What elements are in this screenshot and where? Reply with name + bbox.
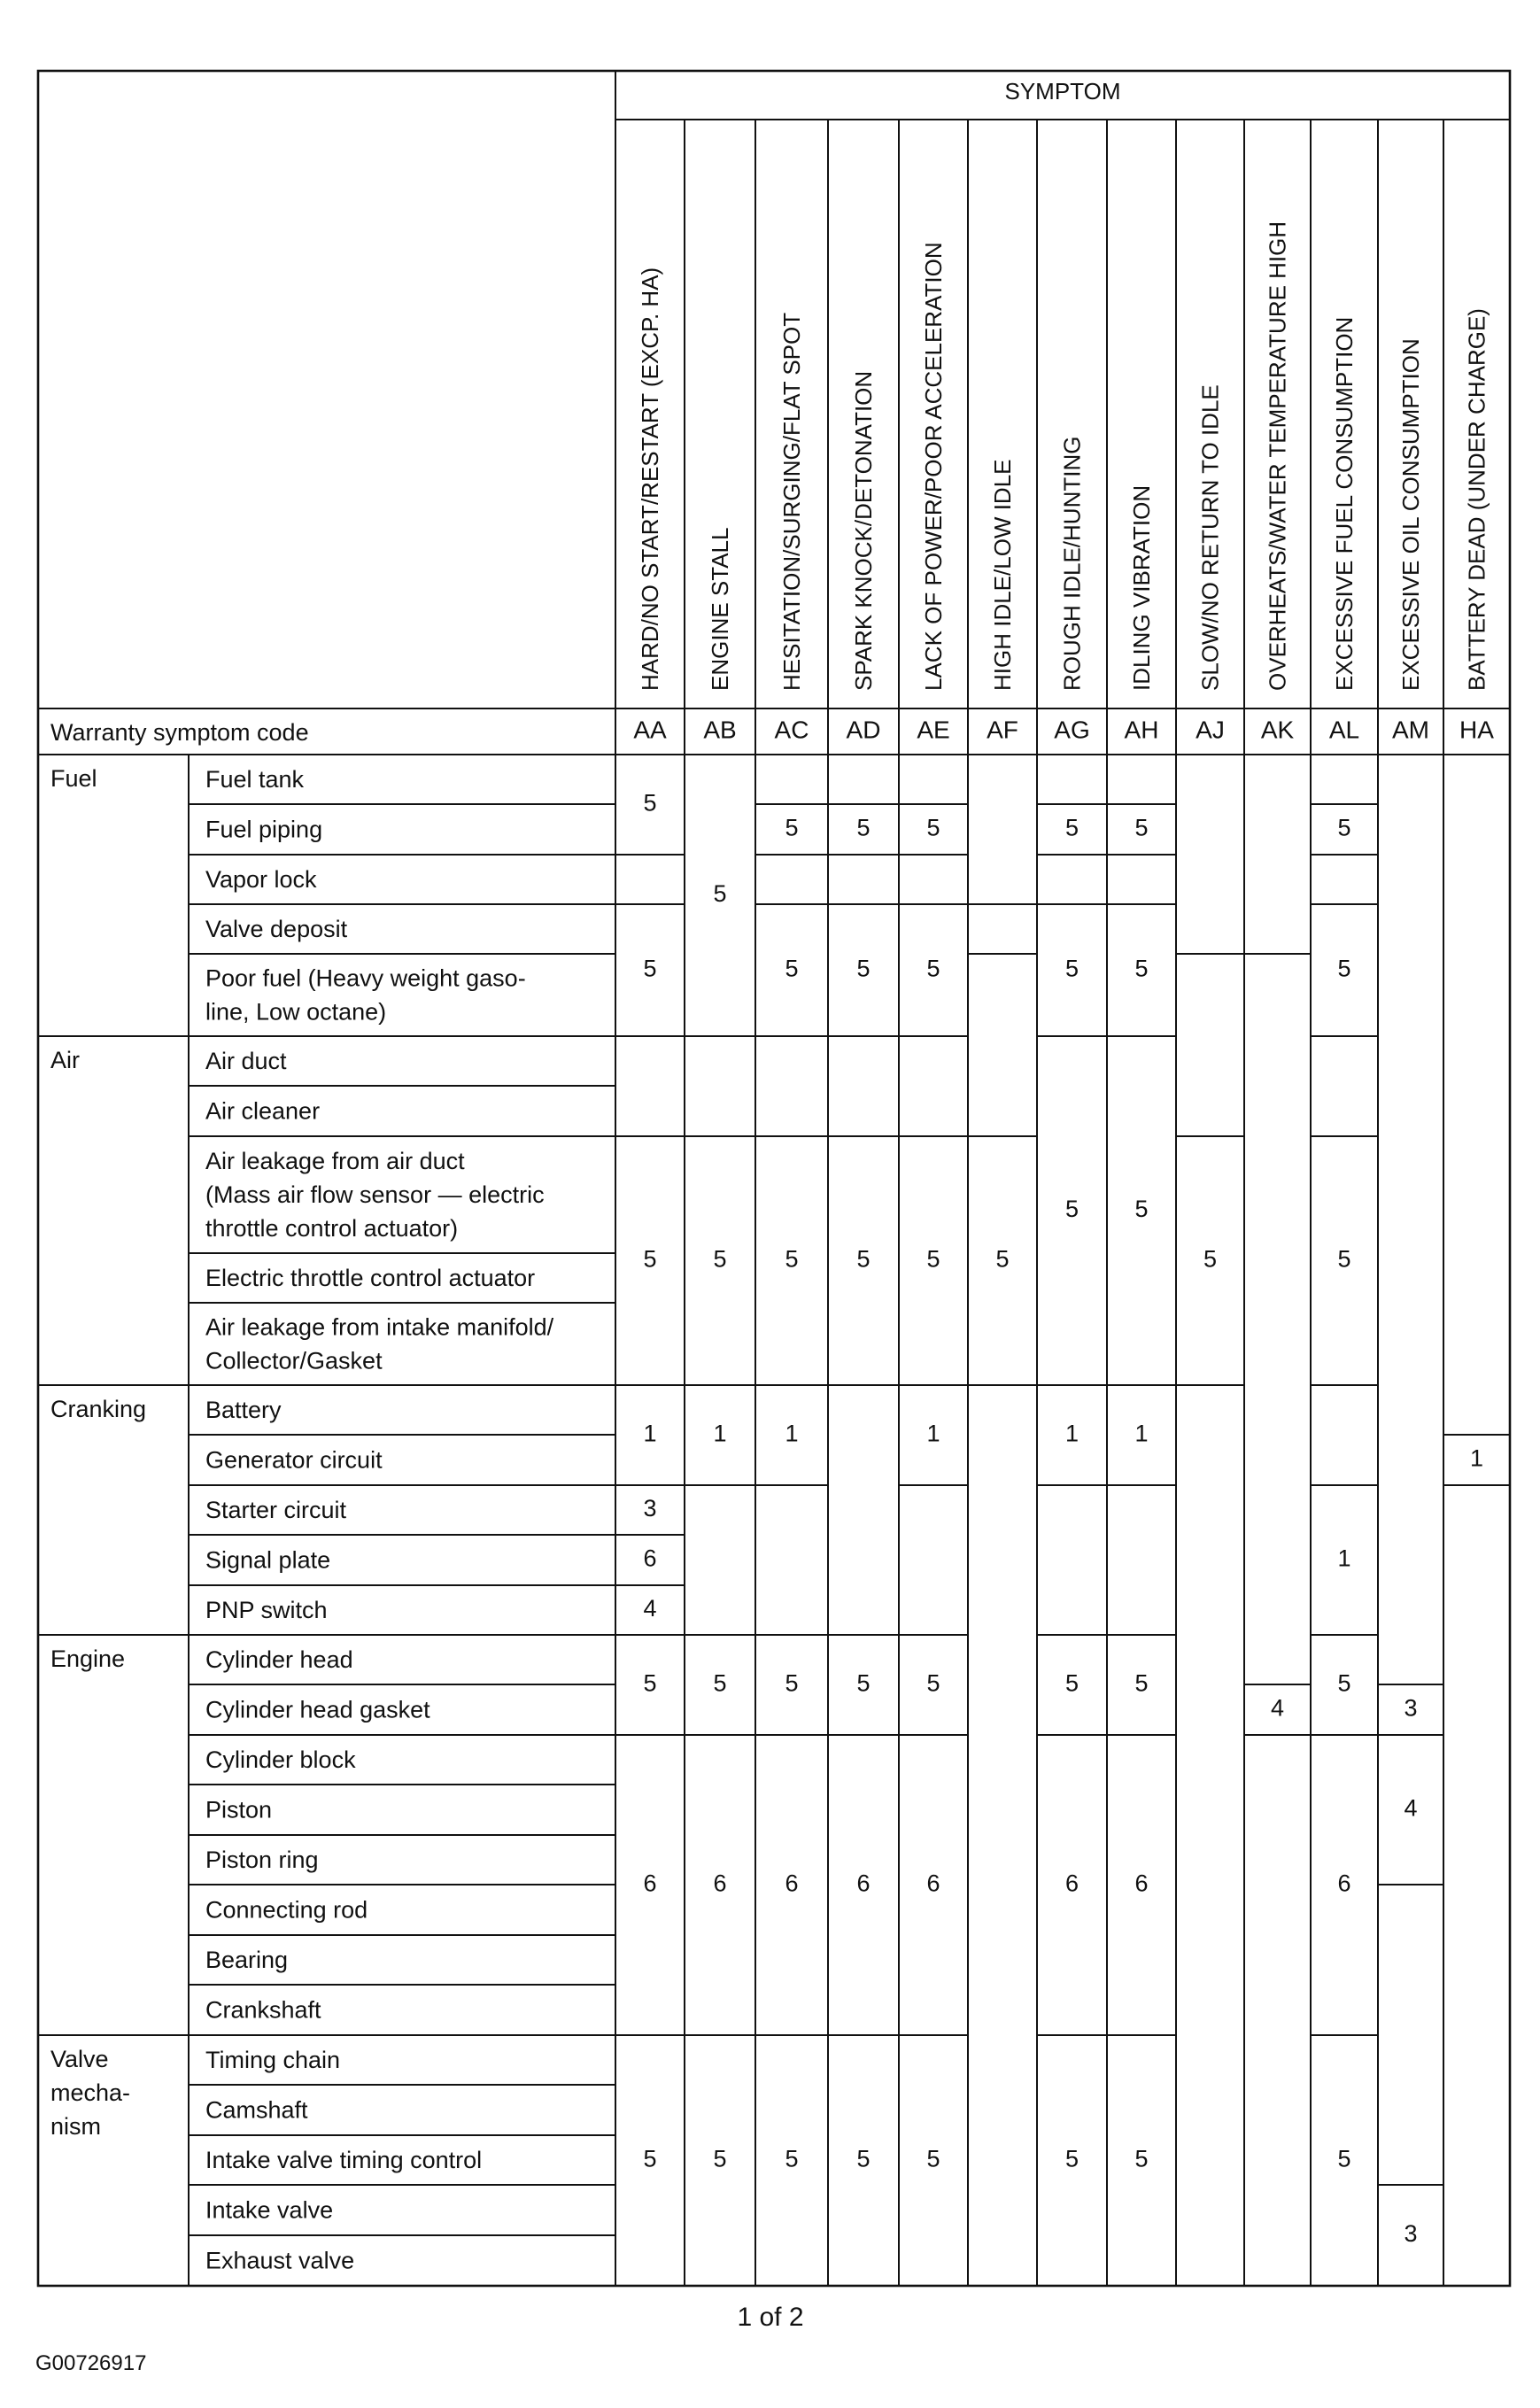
- row-label: Air duct: [205, 1048, 287, 1074]
- row-label: Piston: [205, 1796, 273, 1823]
- group-name: mecha-: [50, 2079, 131, 2106]
- matrix-value: 5: [926, 955, 940, 982]
- symptom-code: AF: [987, 716, 1018, 744]
- matrix-value: 5: [1337, 955, 1351, 982]
- row-label: Starter circuit: [205, 1497, 347, 1523]
- matrix-value: 5: [1134, 2145, 1149, 2172]
- matrix-value: 5: [926, 1245, 940, 1273]
- matrix-value: 5: [995, 1245, 1010, 1273]
- matrix-value: 5: [1134, 955, 1149, 982]
- row-label: Valve deposit: [205, 916, 348, 942]
- table-row-labels: [50, 765, 554, 2274]
- symptom-code: AL: [1328, 716, 1360, 744]
- symptom-title: SYMPTOM: [1004, 78, 1121, 105]
- row-label: Cylinder block: [205, 1746, 356, 1773]
- symptom-column-label: ROUGH IDLE/HUNTING: [1058, 436, 1086, 691]
- symptom-column-label: LACK OF POWER/POOR ACCELERATION: [920, 242, 947, 691]
- matrix-value: 4: [1404, 1794, 1418, 1822]
- symptom-column-label: EXCESSIVE FUEL CONSUMPTION: [1331, 316, 1358, 691]
- matrix-value: 5: [785, 2145, 799, 2172]
- symptom-column-label: OVERHEATS/WATER TEMPERATURE HIGH: [1264, 221, 1291, 691]
- symptom-code: AC: [774, 716, 809, 744]
- matrix-value: 5: [713, 880, 727, 908]
- matrix-value: 5: [1337, 1669, 1351, 1697]
- matrix-value: 5: [785, 1669, 799, 1697]
- matrix-value: 5: [926, 1669, 940, 1697]
- row-label: Cylinder head gasket: [205, 1696, 430, 1723]
- symptom-column-label: ENGINE STALL: [707, 527, 733, 691]
- row-label: Battery: [205, 1397, 282, 1423]
- matrix-value: 6: [1337, 1870, 1351, 1897]
- matrix-value: 1: [1469, 1444, 1484, 1472]
- row-label: Fuel piping: [205, 816, 323, 843]
- group-name: Valve: [50, 2046, 109, 2072]
- symptom-code: AB: [703, 716, 737, 744]
- matrix-value: 5: [1064, 1196, 1080, 1223]
- matrix-value: 1: [1064, 1420, 1080, 1447]
- matrix-value: 5: [785, 955, 799, 982]
- row-label: Electric throttle control actuator: [205, 1265, 536, 1291]
- matrix-value: 6: [713, 1870, 727, 1897]
- row-label: Air leakage from intake manifold/: [205, 1313, 554, 1341]
- symptom-code: AM: [1392, 716, 1429, 744]
- matrix-value: 3: [1404, 2220, 1418, 2248]
- matrix-value: 5: [1337, 2145, 1351, 2172]
- symptom-column-label: IDLING VIBRATION: [1128, 484, 1155, 691]
- warranty-symptom-code-label: Warranty symptom code: [50, 719, 309, 746]
- matrix-value: 5: [856, 814, 871, 841]
- row-label: Signal plate: [205, 1546, 331, 1574]
- group-name: nism: [50, 2113, 102, 2140]
- group-name: Cranking: [50, 1396, 147, 1422]
- matrix-value: 5: [926, 814, 940, 841]
- matrix-value: 5: [1064, 1669, 1080, 1697]
- matrix-value: 5: [643, 789, 657, 817]
- row-label: PNP switch: [205, 1597, 328, 1623]
- matrix-value: 6: [643, 1545, 657, 1572]
- symptom-column-label: HARD/NO START/RESTART (EXCP. HA): [637, 267, 663, 691]
- matrix-value: 6: [1134, 1870, 1149, 1897]
- row-label: Air cleaner: [205, 1097, 321, 1125]
- matrix-value: 5: [643, 1245, 657, 1273]
- page-number: 1 of 2: [737, 2303, 804, 2332]
- matrix-value: 6: [785, 1870, 799, 1897]
- row-label: Crankshaft: [205, 1996, 321, 2024]
- row-label: Cylinder head: [205, 1646, 353, 1673]
- matrix-value: 5: [856, 1245, 871, 1273]
- row-label: line, Low octane): [205, 998, 387, 1026]
- symptom-code: AH: [1124, 716, 1159, 744]
- row-label: Intake valve timing control: [205, 2147, 483, 2173]
- row-label: Generator circuit: [205, 1446, 383, 1474]
- row-label: Bearing: [205, 1947, 289, 1973]
- matrix-value: 5: [713, 1245, 727, 1273]
- table-header: [50, 78, 1494, 746]
- figure-id: G00726917: [35, 2351, 147, 2375]
- matrix-value: 5: [713, 2145, 727, 2172]
- row-label: Intake valve: [205, 2196, 334, 2224]
- matrix-value: 6: [643, 1870, 657, 1897]
- matrix-value: 5: [856, 1669, 871, 1697]
- matrix-value: 5: [1337, 814, 1351, 841]
- matrix-value: 1: [1337, 1545, 1351, 1572]
- matrix-value: 5: [643, 2145, 657, 2172]
- matrix-value: 5: [1064, 2145, 1080, 2172]
- matrix-value: 5: [713, 1669, 727, 1697]
- matrix-value: 3: [643, 1495, 657, 1522]
- matrix-value: 5: [926, 2145, 940, 2172]
- row-label: Timing chain: [205, 2047, 341, 2073]
- matrix-value: 1: [1134, 1420, 1149, 1447]
- matrix-value: 1: [713, 1420, 727, 1447]
- group-name: Engine: [50, 1645, 126, 1672]
- matrix-value: 5: [856, 2145, 871, 2172]
- matrix-value: 6: [856, 1870, 871, 1897]
- row-label: Fuel tank: [205, 766, 305, 793]
- matrix-value: 4: [1270, 1694, 1285, 1722]
- row-label: Poor fuel (Heavy weight gaso-: [205, 964, 526, 992]
- matrix-value: 6: [1064, 1870, 1080, 1897]
- group-name: Fuel: [50, 765, 97, 792]
- symptom-column-label: EXCESSIVE OIL CONSUMPTION: [1397, 338, 1424, 691]
- symptom-column-label: BATTERY DEAD (UNDER CHARGE): [1463, 308, 1490, 691]
- symptom-code: AA: [633, 716, 667, 744]
- matrix-value: 5: [856, 955, 871, 982]
- row-label: Collector/Gasket: [205, 1347, 383, 1374]
- matrix-value: 1: [785, 1420, 799, 1447]
- matrix-value: 5: [785, 814, 799, 841]
- symptom-column-label: HIGH IDLE/LOW IDLE: [989, 459, 1016, 691]
- symptom-column-label: SLOW/NO RETURN TO IDLE: [1196, 384, 1224, 691]
- matrix-value: 5: [785, 1245, 799, 1273]
- matrix-value: 5: [643, 955, 657, 982]
- matrix-value: 4: [643, 1595, 657, 1622]
- matrix-value: 1: [643, 1420, 657, 1447]
- matrix-value: 5: [1064, 814, 1080, 841]
- symptom-code: AD: [846, 716, 881, 744]
- matrix-value: 3: [1404, 1694, 1418, 1722]
- group-name: Air: [50, 1047, 80, 1073]
- matrix-value: 5: [1203, 1245, 1218, 1273]
- row-label: Connecting rod: [205, 1896, 368, 1924]
- row-label: throttle control actuator): [205, 1215, 459, 1242]
- symptom-column-label: HESITATION/SURGING/FLAT SPOT: [778, 312, 805, 691]
- row-label: Vapor lock: [205, 866, 317, 893]
- matrix-value: 5: [1134, 1669, 1149, 1697]
- matrix-value: 5: [1134, 814, 1149, 841]
- row-label: Piston ring: [205, 1847, 319, 1873]
- matrix-value: 5: [1134, 1196, 1149, 1223]
- symptom-code: AJ: [1196, 716, 1225, 744]
- symptom-code: AE: [917, 716, 950, 744]
- row-label: (Mass air flow sensor — electric: [205, 1181, 545, 1208]
- matrix-value: 6: [926, 1870, 940, 1897]
- matrix-value: 5: [1064, 955, 1080, 982]
- table-value-cells: [643, 790, 1483, 2248]
- symptom-code: AG: [1054, 716, 1090, 744]
- row-label: Camshaft: [205, 2096, 308, 2124]
- row-label: Exhaust valve: [205, 2247, 355, 2274]
- matrix-value: 1: [926, 1420, 940, 1447]
- symptom-code: HA: [1459, 716, 1494, 744]
- symptom-code: AK: [1260, 716, 1295, 744]
- matrix-value: 5: [1337, 1245, 1351, 1273]
- row-label: Air leakage from air duct: [205, 1148, 465, 1174]
- matrix-value: 5: [643, 1669, 657, 1697]
- symptom-column-label: SPARK KNOCK/DETONATION: [850, 370, 877, 691]
